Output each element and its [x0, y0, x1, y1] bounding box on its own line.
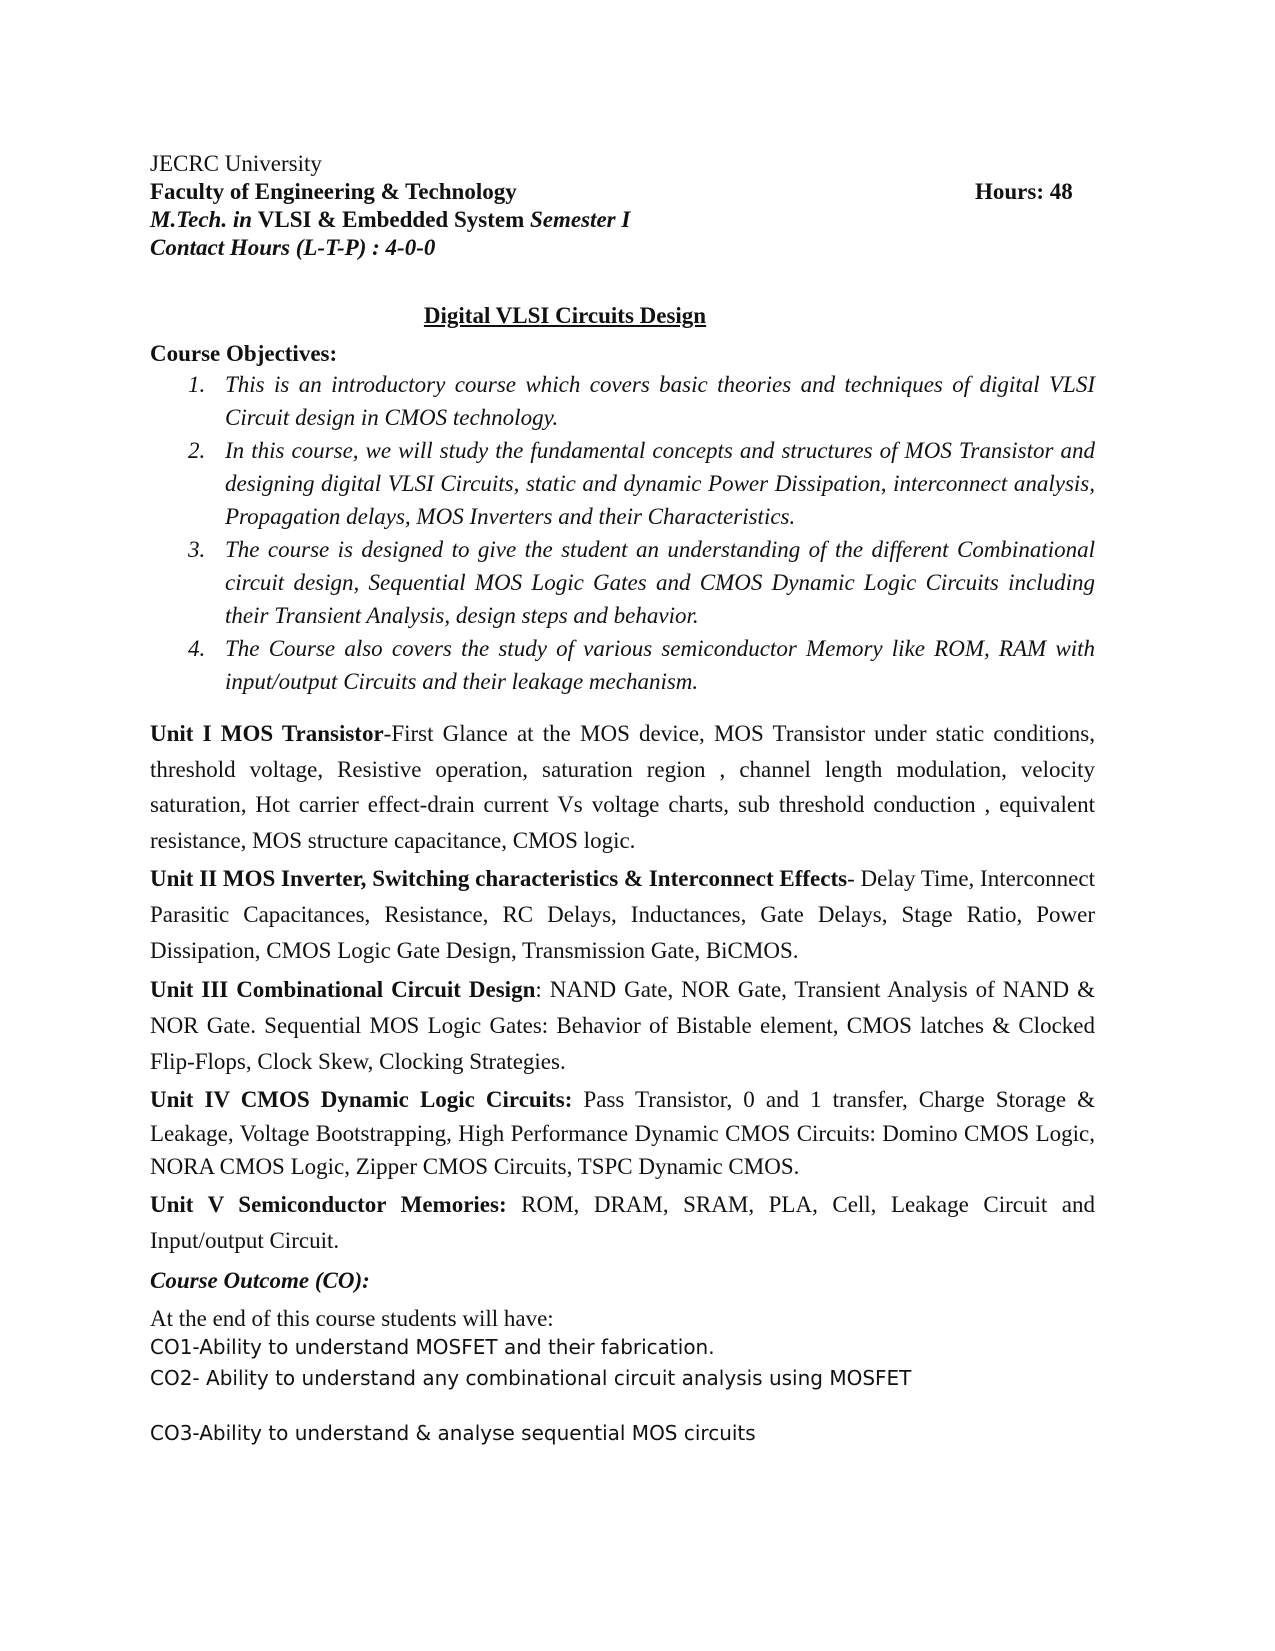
course-title: Digital VLSI Circuits Design: [423, 303, 707, 328]
semester: Semester I: [530, 207, 631, 232]
objectives-list: [150, 368, 1095, 698]
unit-text: Pass Transistor, 0 and 1 transfer, Charge Storage & Leakage, Voltage Bootstrapping, High Performance Dynamic CMOS Circuits: Domino CMOS Logic, NORA CMOS Logic, Zipper CMOS Circuits, TSPC Dynamic CMOS.: [150, 1087, 1095, 1179]
unit-text: -First Glance at the MOS device, MOS Transistor under static conditions, threshold voltage, Resistive operation, saturation region , channel length modulation, velocity saturation, Hot carrier effect-drain current Vs voltage charts, sub threshold conduction , equivalent resistance, MOS structure capacitance, CMOS logic.: [150, 721, 1095, 853]
course-hours: Hours: 48: [975, 179, 1073, 204]
outcome-item: CO2- Ability to understand any combinational circuit analysis using MOSFET: [150, 1366, 912, 1390]
program-prefix: M.Tech. in: [150, 207, 253, 232]
unit-text: : NAND Gate, NOR Gate, Transient Analysis of NAND & NOR Gate. Sequential MOS Logic Gates: Behavior of Bistable element, CMOS latches & Clocked Flip-Flops, Clock Skew, Clocking Strategies.: [150, 977, 1095, 1074]
unit-title: Unit I MOS Transistor: [150, 721, 384, 746]
objective-text: The Course also covers the study of various semiconductor Memory like ROM, RAM with input/output Circuits and their leakage mechanism.: [225, 636, 1095, 694]
unit-paragraph: [150, 972, 1095, 1080]
faculty-name: Faculty of Engineering & Technology: [150, 179, 517, 204]
unit-paragraph: [150, 1187, 1095, 1259]
unit-title: Unit V Semiconductor Memories:: [150, 1191, 507, 1217]
objective-number: 3.: [188, 537, 206, 562]
objective-item: [150, 632, 1095, 698]
outcome-item: CO1-Ability to understand MOSFET and their fabrication.: [150, 1335, 715, 1359]
university-name: JECRC University: [150, 151, 322, 176]
objective-item: [150, 368, 1095, 434]
objective-text: The course is designed to give the student an understanding of the different Combinational circuit design, Sequential MOS Logic Gates and CMOS Dynamic Logic Circuits including their Transient Analysis, design steps and behavior.: [225, 537, 1095, 628]
unit-title: Unit IV CMOS Dynamic Logic Circuits:: [150, 1087, 573, 1112]
unit-title: Unit III Combinational Circuit Design: [150, 977, 536, 1002]
program-line: [150, 206, 630, 234]
objective-text: In this course, we will study the fundamental concepts and structures of MOS Transistor and designing digital VLSI Circuits, static and dynamic Power Dissipation, interconnect analysis, Propagation delays, MOS Inverters and their Characteristics.: [225, 438, 1095, 529]
unit-text: ROM, DRAM, SRAM, PLA, Cell, Leakage Circuit and Input/output Circuit.: [150, 1191, 1096, 1253]
units-section: [150, 716, 1095, 1338]
objective-number: 4.: [188, 636, 206, 661]
unit-paragraph: [150, 716, 1095, 858]
unit-paragraph: [150, 1083, 1095, 1184]
objective-item: [150, 533, 1095, 632]
outcomes-heading: Course Outcome (CO):: [150, 1267, 370, 1293]
outcome-item: CO3-Ability to understand & analyse sequential MOS circuits: [150, 1421, 756, 1445]
unit-paragraph: [150, 861, 1095, 969]
unit-text: - Delay Time, Interconnect Parasitic Capacitances, Resistance, RC Delays, Inductances, Gate Delays, Stage Ratio, Power Dissipation, CMOS Logic Gate Design, Transmission Gate, BiCMOS.: [150, 866, 1095, 963]
objective-number: 1.: [188, 372, 206, 397]
objective-text: This is an introductory course which covers basic theories and techniques of digital VLSI Circuit design in CMOS technology.: [225, 372, 1095, 430]
outcomes-intro: At the end of this course students will have:: [150, 1305, 554, 1331]
objective-number: 2.: [188, 438, 206, 463]
objective-item: [150, 434, 1095, 533]
objectives-heading: Course Objectives:: [150, 341, 338, 366]
contact-hours: Contact Hours (L-T-P) : 4-0-0: [150, 235, 436, 260]
unit-title: Unit II MOS Inverter, Switching characteristics & Interconnect Effects: [150, 866, 848, 891]
program-name: VLSI & Embedded System: [257, 207, 525, 232]
